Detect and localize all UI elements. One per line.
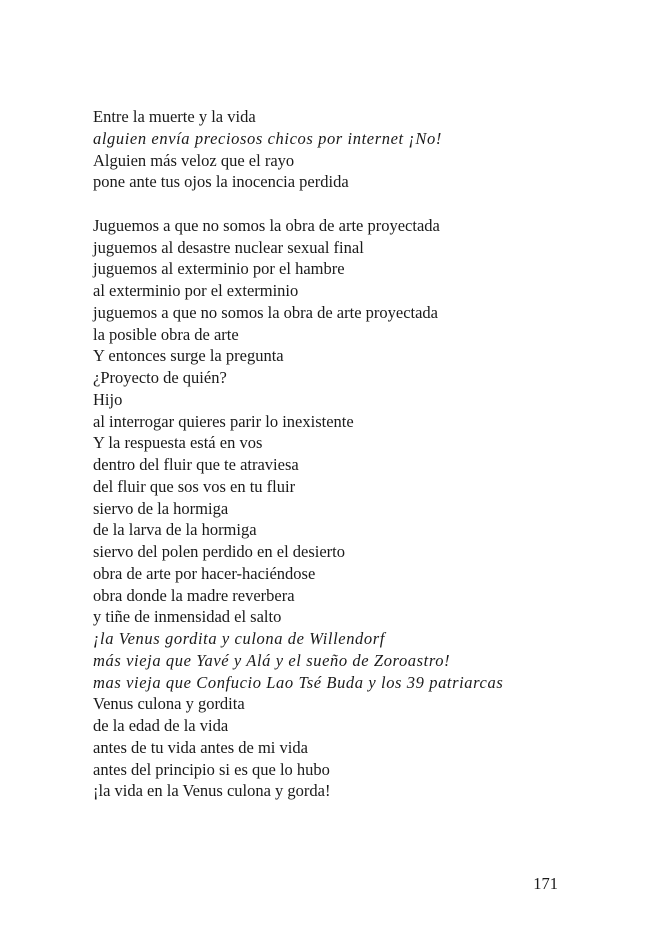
verse-line: pone ante tus ojos la inocencia perdida [93,172,349,192]
verse-line: antes de tu vida antes de mi vida [93,737,308,757]
verse-line: juguemos a que no somos la obra de arte proyectada [93,302,439,322]
verse-line: ¿Proyecto de quién? [93,368,227,387]
stanza-2 [93,215,563,802]
verse-line: Alguien más veloz que el rayo [93,150,295,170]
verse-line: de la edad de la vida [93,716,229,735]
verse-line: Juguemos a que no somos la obra de arte proyectada [93,215,440,235]
verse-line: de la larva de la hormiga [93,520,257,540]
verse-line: siervo del polen perdido en el desierto [93,542,346,561]
verse-line: la posible obra de arte [93,324,239,344]
page-number: 171 [533,874,558,893]
verse-line: Entre la muerte y la vida [93,107,256,126]
verse-line: al interrogar quieres parir lo inexistente [93,411,354,431]
verse-line: juguemos al exterminio por el hambre [93,259,345,279]
verse-line-italic: alguien envía preciosos chicos por internet ¡No! [93,128,442,148]
verse-line: antes del principio si es que lo hubo [93,759,330,779]
verse-line: del fluir que sos vos en tu fluir [93,476,296,496]
verse-line: y tiñe de inmensidad el salto [93,607,282,627]
verse-line: Venus culona y gordita [93,694,245,714]
verse-line: Hijo [93,389,123,409]
verse-line: ¡la vida en la Venus culona y gorda! [93,781,331,801]
verse-line: obra donde la madre reverbera [93,585,295,605]
verse-line: obra de arte por hacer-haciéndose [93,563,316,583]
stanza-break [93,193,563,215]
poem-body [93,106,563,802]
verse-line: Y entonces surge la pregunta [93,346,284,366]
verse-line: dentro del fluir que te atraviesa [93,455,299,474]
verse-line: juguemos al desastre nuclear sexual final [93,237,364,257]
verse-line: al exterminio por el exterminio [93,281,299,300]
verse-line: Y la respuesta está en vos [93,433,263,453]
verse-line-italic: ¡la Venus gordita y culona de Willendorf [93,629,385,648]
verse-line-italic: mas vieja que Confucio Lao Tsé Buda y los 39 patriarcas [93,672,504,692]
stanza-1 [93,106,563,193]
verse-line-italic: más vieja que Yavé y Alá y el sueño de Zoroastro! [93,650,451,670]
verse-line: siervo de la hormiga [93,498,229,518]
